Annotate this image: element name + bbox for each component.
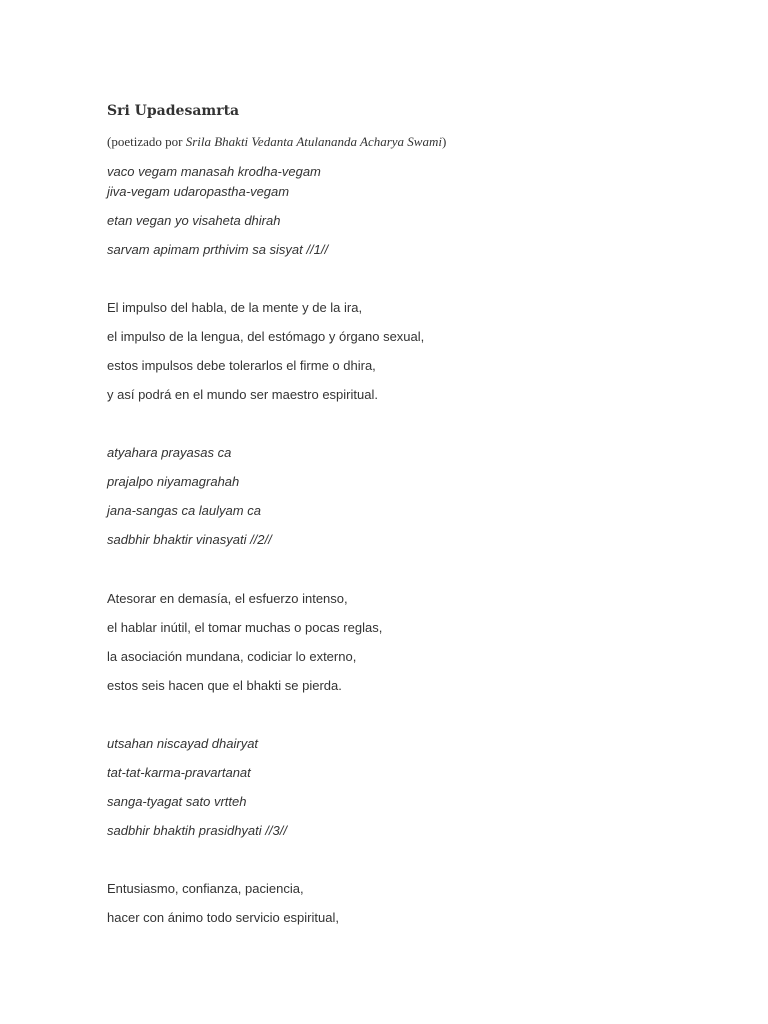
- verse1-sanskrit-line-3: etan vegan yo visaheta dhirah: [107, 213, 281, 228]
- verse2-sanskrit-line-2: prajalpo niyamagrahah: [107, 474, 240, 489]
- credit-author: Srila Bhakti Vedanta Atulananda Acharya Swami: [185, 134, 442, 149]
- verse2-translation-line-3: la asociación mundana, codiciar lo externo,: [107, 649, 357, 664]
- author-credit: [107, 134, 446, 150]
- credit-prefix: (poetizado por: [107, 134, 186, 149]
- verse1-translation-line-4: y así podrá en el mundo ser maestro espiritual.: [107, 387, 378, 402]
- verse3-sanskrit-line-3: sanga-tyagat sato vrtteh: [107, 794, 247, 809]
- credit-suffix: ): [441, 134, 447, 149]
- verse3-sanskrit-line-1: utsahan niscayad dhairyat: [107, 736, 259, 751]
- verse3-translation-line-2: hacer con ánimo todo servicio espiritual,: [107, 910, 339, 925]
- verse3-sanskrit-line-4: sadbhir bhaktih prasidhyati //3//: [107, 823, 287, 838]
- verse1-translation-line-2: el impulso de la lengua, del estómago y órgano sexual,: [107, 329, 425, 344]
- verse2-sanskrit-line-4: sadbhir bhaktir vinasyati //2//: [107, 532, 272, 547]
- verse3-translation-line-1: Entusiasmo, confianza, paciencia,: [107, 881, 304, 896]
- verse1-translation-line-3: estos impulsos debe tolerarlos el firme o dhira,: [107, 358, 376, 373]
- document-title: Sri Upadesamrta: [107, 103, 240, 119]
- verse2-translation-line-4: estos seis hacen que el bhakti se pierda.: [107, 678, 342, 693]
- verse2-sanskrit-line-3: jana-sangas ca laulyam ca: [107, 503, 261, 518]
- verse1-sanskrit-line-4: sarvam apimam prthivim sa sisyat //1//: [107, 242, 329, 257]
- verse1-sanskrit-line-2: jiva-vegam udaropastha-vegam: [107, 184, 290, 199]
- verse3-sanskrit-line-2: tat-tat-karma-pravartanat: [107, 765, 251, 780]
- verse1-translation-line-1: El impulso del habla, de la mente y de la ira,: [107, 300, 363, 315]
- verse2-translation-line-2: el hablar inútil, el tomar muchas o pocas reglas,: [107, 620, 383, 635]
- verse2-sanskrit-line-1: atyahara prayasas ca: [107, 445, 232, 460]
- verse1-sanskrit-line-1: vaco vegam manasah krodha-vegam: [107, 164, 321, 179]
- verse2-translation-line-1: Atesorar en demasía, el esfuerzo intenso,: [107, 591, 348, 606]
